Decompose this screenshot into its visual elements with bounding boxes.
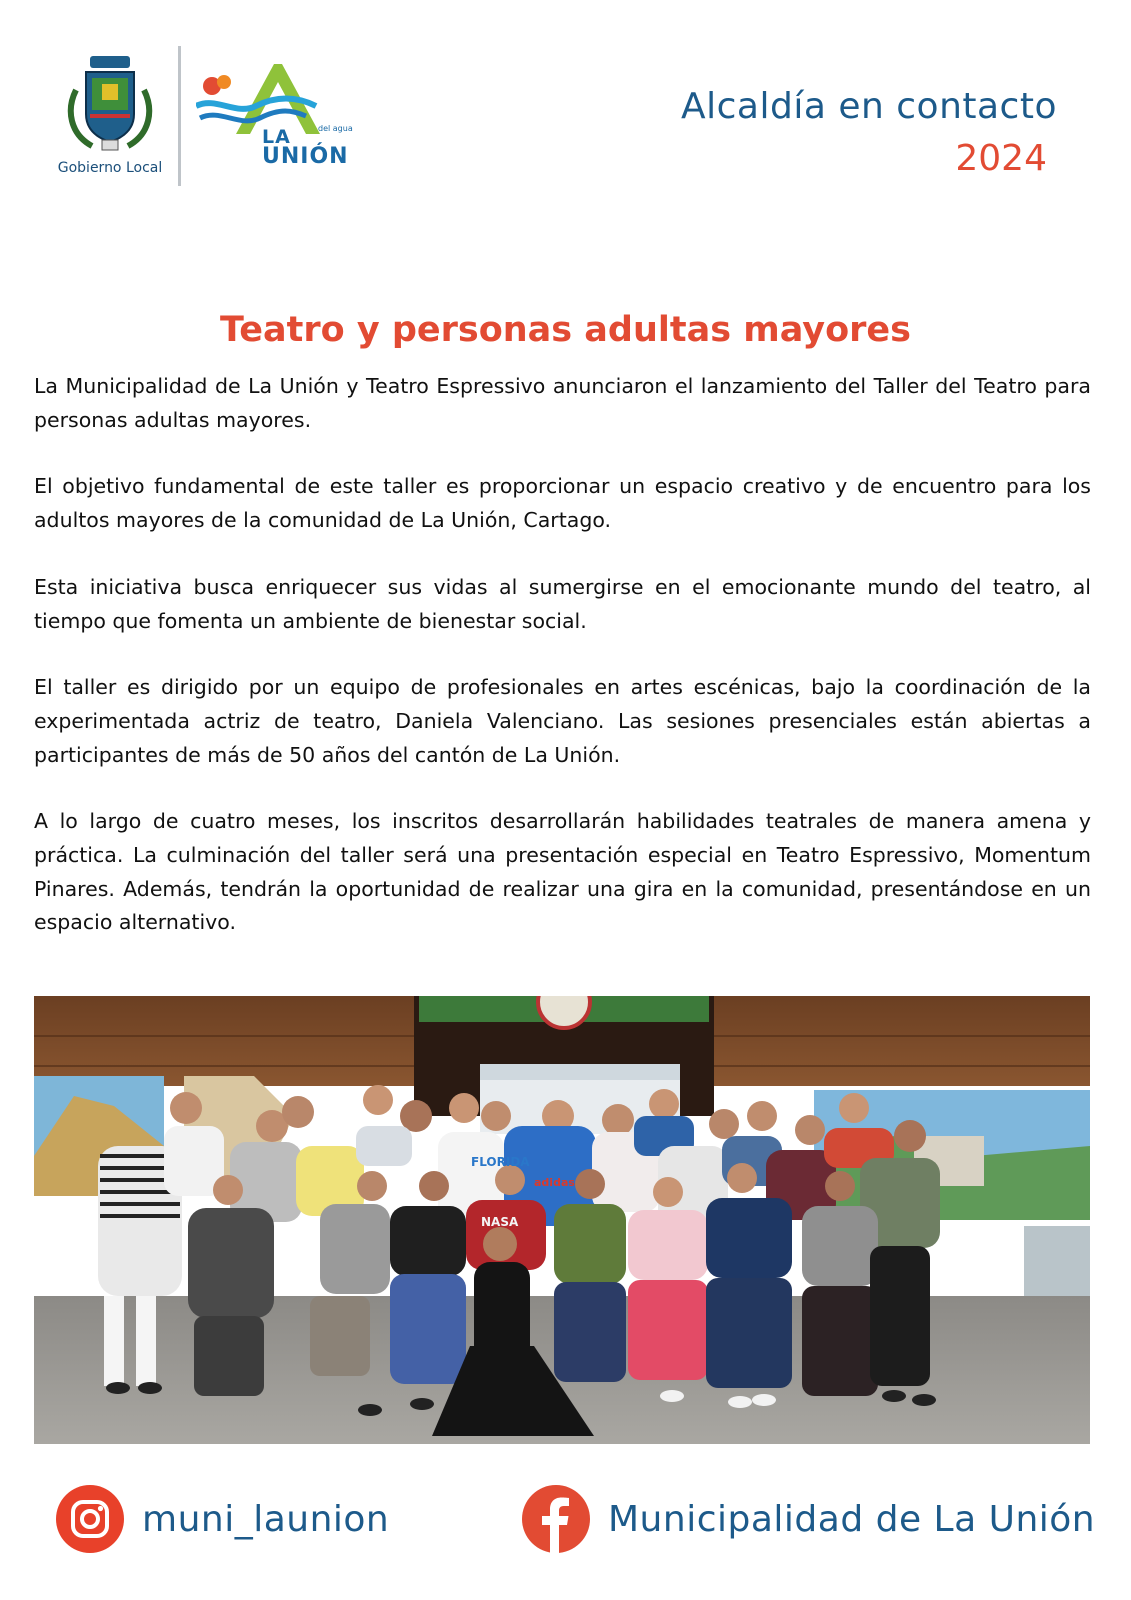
group-photo-illustration — [34, 996, 1090, 1444]
shirt-text-nasa: NASA — [481, 1215, 519, 1229]
article-paragraph: El objetivo fundamental de este taller es proporcionar un espacio creativo y de encuentro para los adultos mayores de la comunidad de La Unión, Cartago. — [34, 474, 1091, 533]
brand-la-text: LA — [262, 126, 291, 148]
page-header — [0, 0, 1131, 220]
article-paragraph: La Municipalidad de La Unión y Teatro Espressivo anunciaron el lanzamiento del Taller del Teatro para personas adultas mayores. — [34, 374, 1091, 432]
group-photo — [34, 996, 1090, 1444]
article-body — [34, 370, 1091, 973]
crest-label: Gobierno Local — [57, 160, 163, 176]
instagram-link[interactable] — [56, 1484, 389, 1554]
article-paragraph: El taller es dirigido por un equipo de profesionales en artes escénicas, bajo la coordinación de la experimentada actriz de teatro, Daniela Valenciano. Las sesiones presenciales están abiertas a participantes de más de 50 años del cantón de La Unión. — [34, 675, 1091, 767]
instagram-icon — [56, 1485, 124, 1553]
la-union-brand-logo — [196, 62, 356, 172]
header-year: 2024 — [955, 138, 1047, 179]
article-paragraph: Esta iniciativa busca enriquecer sus vidas al sumergirse en el emocionante mundo del teatro, al tiempo que fomenta un ambiente de bienestar social. — [34, 574, 1091, 633]
article-title: Teatro y personas adultas mayores — [220, 310, 911, 350]
brand-union-text: UNIÓN — [262, 144, 349, 169]
facebook-page-name: Municipalidad de La Unión — [608, 1498, 1096, 1540]
brand-del-agua-text: del agua — [318, 124, 353, 133]
instagram-handle: muni_launion — [142, 1498, 390, 1540]
article-paragraph: A lo largo de cuatro meses, los inscritos desarrollarán habilidades teatrales de manera amena y práctica. La culminación del taller será una presentación especial en Teatro Espressivo, Momentum Pinares. Además, tendrán la oportunidad de realizar una gira en la comunidad, presentándose en un espacio alternativo. — [34, 809, 1091, 935]
header-divider — [178, 46, 181, 186]
header-title: Alcaldía en contacto — [681, 86, 1057, 127]
facebook-icon — [522, 1485, 590, 1553]
facebook-link[interactable] — [522, 1484, 1095, 1554]
shirt-text-adidas: adidas — [534, 1176, 575, 1189]
page-footer — [0, 1474, 1131, 1574]
crest-icon — [62, 50, 158, 158]
municipal-crest — [44, 50, 163, 180]
shirt-text-florida: FLORIDA — [471, 1155, 530, 1169]
